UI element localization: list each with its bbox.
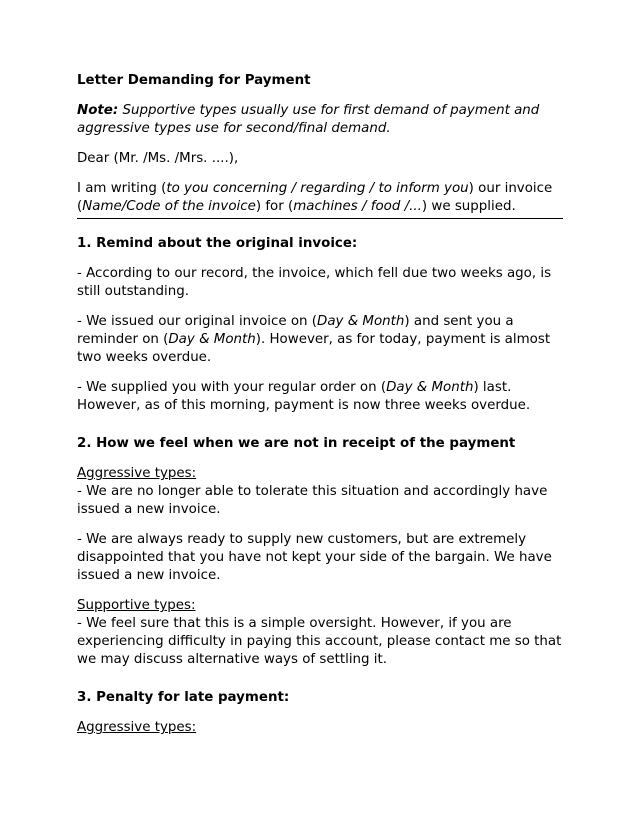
intro-text-3: ) for ( xyxy=(255,199,294,214)
section2-aggressive-item-1: - We are no longer able to tolerate this situation and accordingly have issued a new invoice. xyxy=(77,484,548,517)
section1-item-3 xyxy=(77,379,563,415)
section1-item-2 xyxy=(77,313,563,367)
section2-aggressive-label: Aggressive types: xyxy=(77,466,197,481)
section3-aggressive-block xyxy=(77,719,563,737)
section3-aggressive-label: Aggressive types: xyxy=(77,720,197,735)
section1-item-3-italic-1: Day & Month xyxy=(386,380,474,395)
note-label: Note: xyxy=(77,103,119,118)
section1-item-1: - According to our record, the invoice, which fell due two weeks ago, is still outstanding. xyxy=(77,266,552,299)
salutation: Dear (Mr. /Ms. /Mrs. ....), xyxy=(77,151,239,166)
section2-supportive-label: Supportive types: xyxy=(77,598,196,613)
document-page xyxy=(77,72,563,749)
intro-text-2: ) our invoice ( xyxy=(77,181,553,214)
intro-italic-2: Name/Code of the invoice xyxy=(82,199,256,214)
section1-heading: 1. Remind about the original invoice: xyxy=(77,236,358,251)
section1-item-2-italic-2: Day & Month xyxy=(168,332,256,347)
section2-supportive-item-1: - We feel sure that this is a simple oversight. However, if you are experiencing difficulty in paying this account, please contact me so that we may discuss alternative ways of settling it. xyxy=(77,616,562,667)
intro-italic-3: machines / food /... xyxy=(293,199,422,214)
section1-item-2-italic-1: Day & Month xyxy=(317,314,405,329)
section1-item-2-text-1: - We issued our original invoice on ( xyxy=(77,314,318,329)
section2-aggressive-item-2: - We are always ready to supply new customers, but are extremely disappointed that you have not kept your side of the bargain. We have issued a new invoice. xyxy=(77,532,552,583)
intro-text-1: I am writing ( xyxy=(77,181,167,196)
note-text: Supportive types usually use for first demand of payment and aggressive types use for second/final demand. xyxy=(77,103,540,136)
section2-supportive-block xyxy=(77,597,563,669)
horizontal-divider xyxy=(77,218,563,219)
document-title: Letter Demanding for Payment xyxy=(77,73,311,88)
intro-italic-1: to you concerning / regarding / to inform you xyxy=(166,181,469,196)
section3-heading: 3. Penalty for late payment: xyxy=(77,690,290,705)
intro-text-4: ) we supplied. xyxy=(421,199,516,214)
section1-item-3-text-2: ) last. However, as of this morning, payment is now three weeks overdue. xyxy=(77,380,531,413)
section1-item-2-text-3: ). However, as for today, payment is almost two weeks overdue. xyxy=(77,332,551,365)
section2-aggressive-block xyxy=(77,465,563,519)
section1-item-3-text-1: - We supplied you with your regular order on ( xyxy=(77,380,387,395)
note-paragraph xyxy=(77,102,563,138)
intro-paragraph xyxy=(77,180,563,216)
section1-item-2-text-2: ) and sent you a reminder on ( xyxy=(77,314,514,347)
section2-heading: 2. How we feel when we are not in receipt of the payment xyxy=(77,436,516,451)
